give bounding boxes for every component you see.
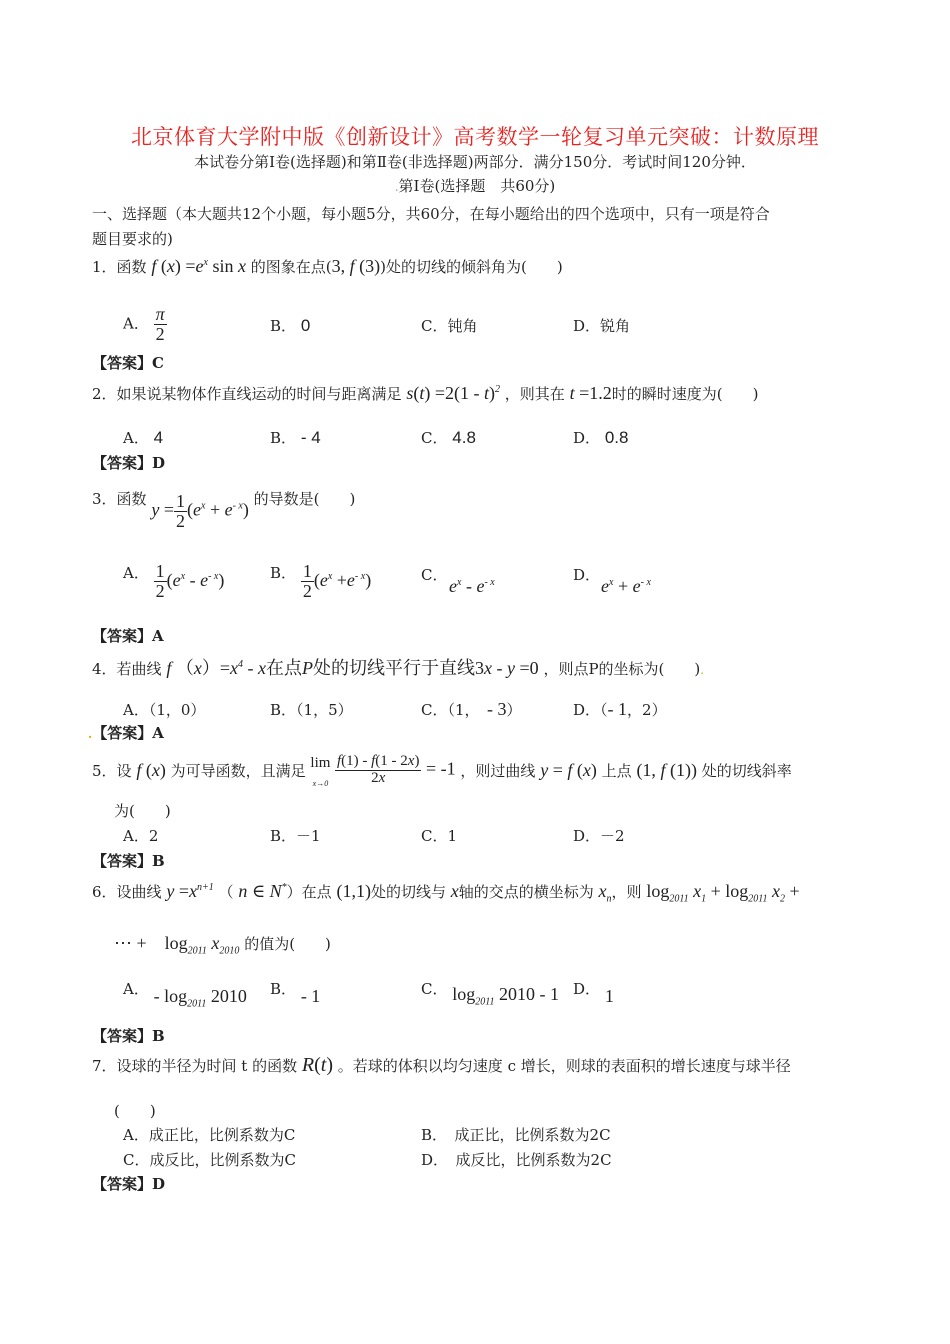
q4-option-d: D．（- 1，2） — [573, 699, 667, 719]
formula-limit: lim x→0 $\frac{f(1) - f(1 - 2x)}{2x}$ = -1 — [310, 753, 456, 788]
q1-option-a: A． $\frac{\pi}{2}$ — [123, 304, 165, 344]
q2-answer: 【答案】D — [92, 454, 166, 472]
question-6: 6．设曲线 $y =x^{n+1}$ （ n ∈ N*）在点 (1,1)处的切线与 x轴的交点的横坐标为 $x_n$，则 $\log_{2011} x_1 + \log_{2011} x_2$ + — [92, 881, 800, 905]
q3-option-c: C． — [421, 566, 448, 584]
q2-option-a: A． 4 — [123, 428, 164, 447]
question-5: 5．设 f (x) 为可导函数，且满足 lim x→0 $\frac{f(1) - f(1 - 2x)}{2x}$ = -1 ，则过曲线 y = f (x) 上点 (1, f (1)) 处的切线斜率 — [92, 753, 792, 788]
instructions-line-1: 一、选择题（本大题共12个小题，每小题5分，共60分，在每小题给出的四个选项中，只有一项是符合 — [92, 205, 770, 223]
q2-option-b: B． - 4 — [270, 428, 321, 447]
question-2: 2．如果说某物体作直线运动的时间与距离满足 s(t) =2(1 - t)$^2$ ，则其在 t =1.2时的瞬时速度为( ) — [92, 383, 759, 403]
q5-option-a: A．2 — [123, 827, 159, 845]
q3-option-b: B． $\frac{1}{2}$ $(e^x +e^{- x})$ — [270, 561, 372, 601]
exam-subtitle: 本试卷分第Ⅰ卷(选择题)和第Ⅱ卷(非选择题)两部分．满分150分．考试时间120分钟． — [194, 153, 756, 171]
q6-option-d: D． 1 — [573, 980, 614, 1006]
q1-option-d: D．锐角 — [573, 317, 631, 335]
instructions-line-2: 题目要求的) — [92, 230, 173, 248]
q7-option-a: A．成正比，比例系数为C — [123, 1126, 296, 1144]
q4-option-b: B．（1，5） — [270, 701, 353, 719]
question-7: 7．设球的半径为时间 t 的函数 R(t) 。若球的体积以均匀速度 c 增长，则球的表面积的增长速度与球半径 — [92, 1054, 791, 1076]
q2-option-c: C． 4.8 — [421, 428, 476, 447]
q5-tail: 为( ) — [114, 802, 171, 820]
q4-answer: .【答案】A — [88, 724, 164, 742]
q7-paren: ( ) — [114, 1102, 156, 1120]
q7-option-b: B． 成正比，比例系数为2C — [421, 1126, 611, 1144]
formula-f-ex-sinx: f $(x) =e^x$ sin x — [151, 256, 246, 276]
q7-option-d: D． 成反比，比例系数为2C — [421, 1151, 612, 1169]
question-6-continued: ⋯ + $\log_{2011} x_{2010}$ 的值为( ) — [114, 933, 331, 957]
formula-r-t: R(t) — [301, 1054, 334, 1076]
q6-option-c: C． $\log_{2011} 2010 - 1$ — [421, 980, 560, 1008]
question-4: 4．若曲线 f $(x)=x^4 - x$在点P处的切线平行于直线3x - y =0 ，则点P的坐标为( ). — [92, 658, 705, 678]
q2-option-d: D． 0.8 — [573, 428, 629, 447]
q6-answer: 【答案】B — [92, 1027, 165, 1045]
q3-option-d-expr: $e^x + e^{- x}$ — [601, 576, 651, 596]
q7-answer: 【答案】D — [92, 1175, 166, 1193]
question-1: 1．函数 f $(x) =e^x$ sin x 的图象在点(3, f (3))处的切线的倾斜角为( ) — [92, 256, 563, 276]
q4-option-a: A．（1，0） — [123, 701, 206, 719]
formula-y-half-sum: y = $\frac{1}{2}$ $(e^x + e^{- x})$ — [151, 491, 249, 531]
q7-option-c: C．成反比，比例系数为C — [123, 1151, 296, 1169]
q4-option-c: C．（1， - 3） — [421, 699, 522, 719]
q1-option-c: C．钝角 — [421, 317, 478, 335]
q5-answer: 【答案】B — [92, 852, 165, 870]
q1-answer: 【答案】C — [92, 354, 164, 372]
q3-option-d: D． — [573, 566, 601, 584]
q3-answer: 【答案】A — [92, 627, 164, 645]
question-3: 3．函数 y = $\frac{1}{2}$ $(e^x + e^{- x})$ 的导数是( ) — [92, 490, 356, 531]
q5-option-b: B．－1 — [270, 827, 321, 845]
q6-option-b: B． - 1 — [270, 980, 321, 1006]
q6-option-a: A． - $\log_{2011} 2010$ — [123, 980, 247, 1010]
document-title: 北京体育大学附中版《创新设计》高考数学一轮复习单元突破：计数原理 — [131, 125, 819, 149]
q3-option-c-expr: $e^x - e^{- x}$ — [449, 576, 495, 596]
q3-option-a: A． $\frac{1}{2}$ $(e^x - e^{- x})$ — [123, 561, 225, 601]
q1-option-b: B． 0 — [270, 316, 311, 335]
formula-s-t: s(t) =2(1 - t)$^2$ — [406, 383, 501, 403]
formula-curve-tangent: f $(x)=x^4 - x$在点P处的切线平行于直线3x - y =0 — [166, 658, 539, 678]
pi-over-2-fraction: $\frac{\pi}{2}$ — [155, 304, 165, 344]
q5-option-c: C．1 — [421, 827, 458, 845]
section-heading: .第Ⅰ卷(选择题 共60分) — [394, 177, 556, 195]
q5-option-d: D．－2 — [573, 827, 625, 845]
